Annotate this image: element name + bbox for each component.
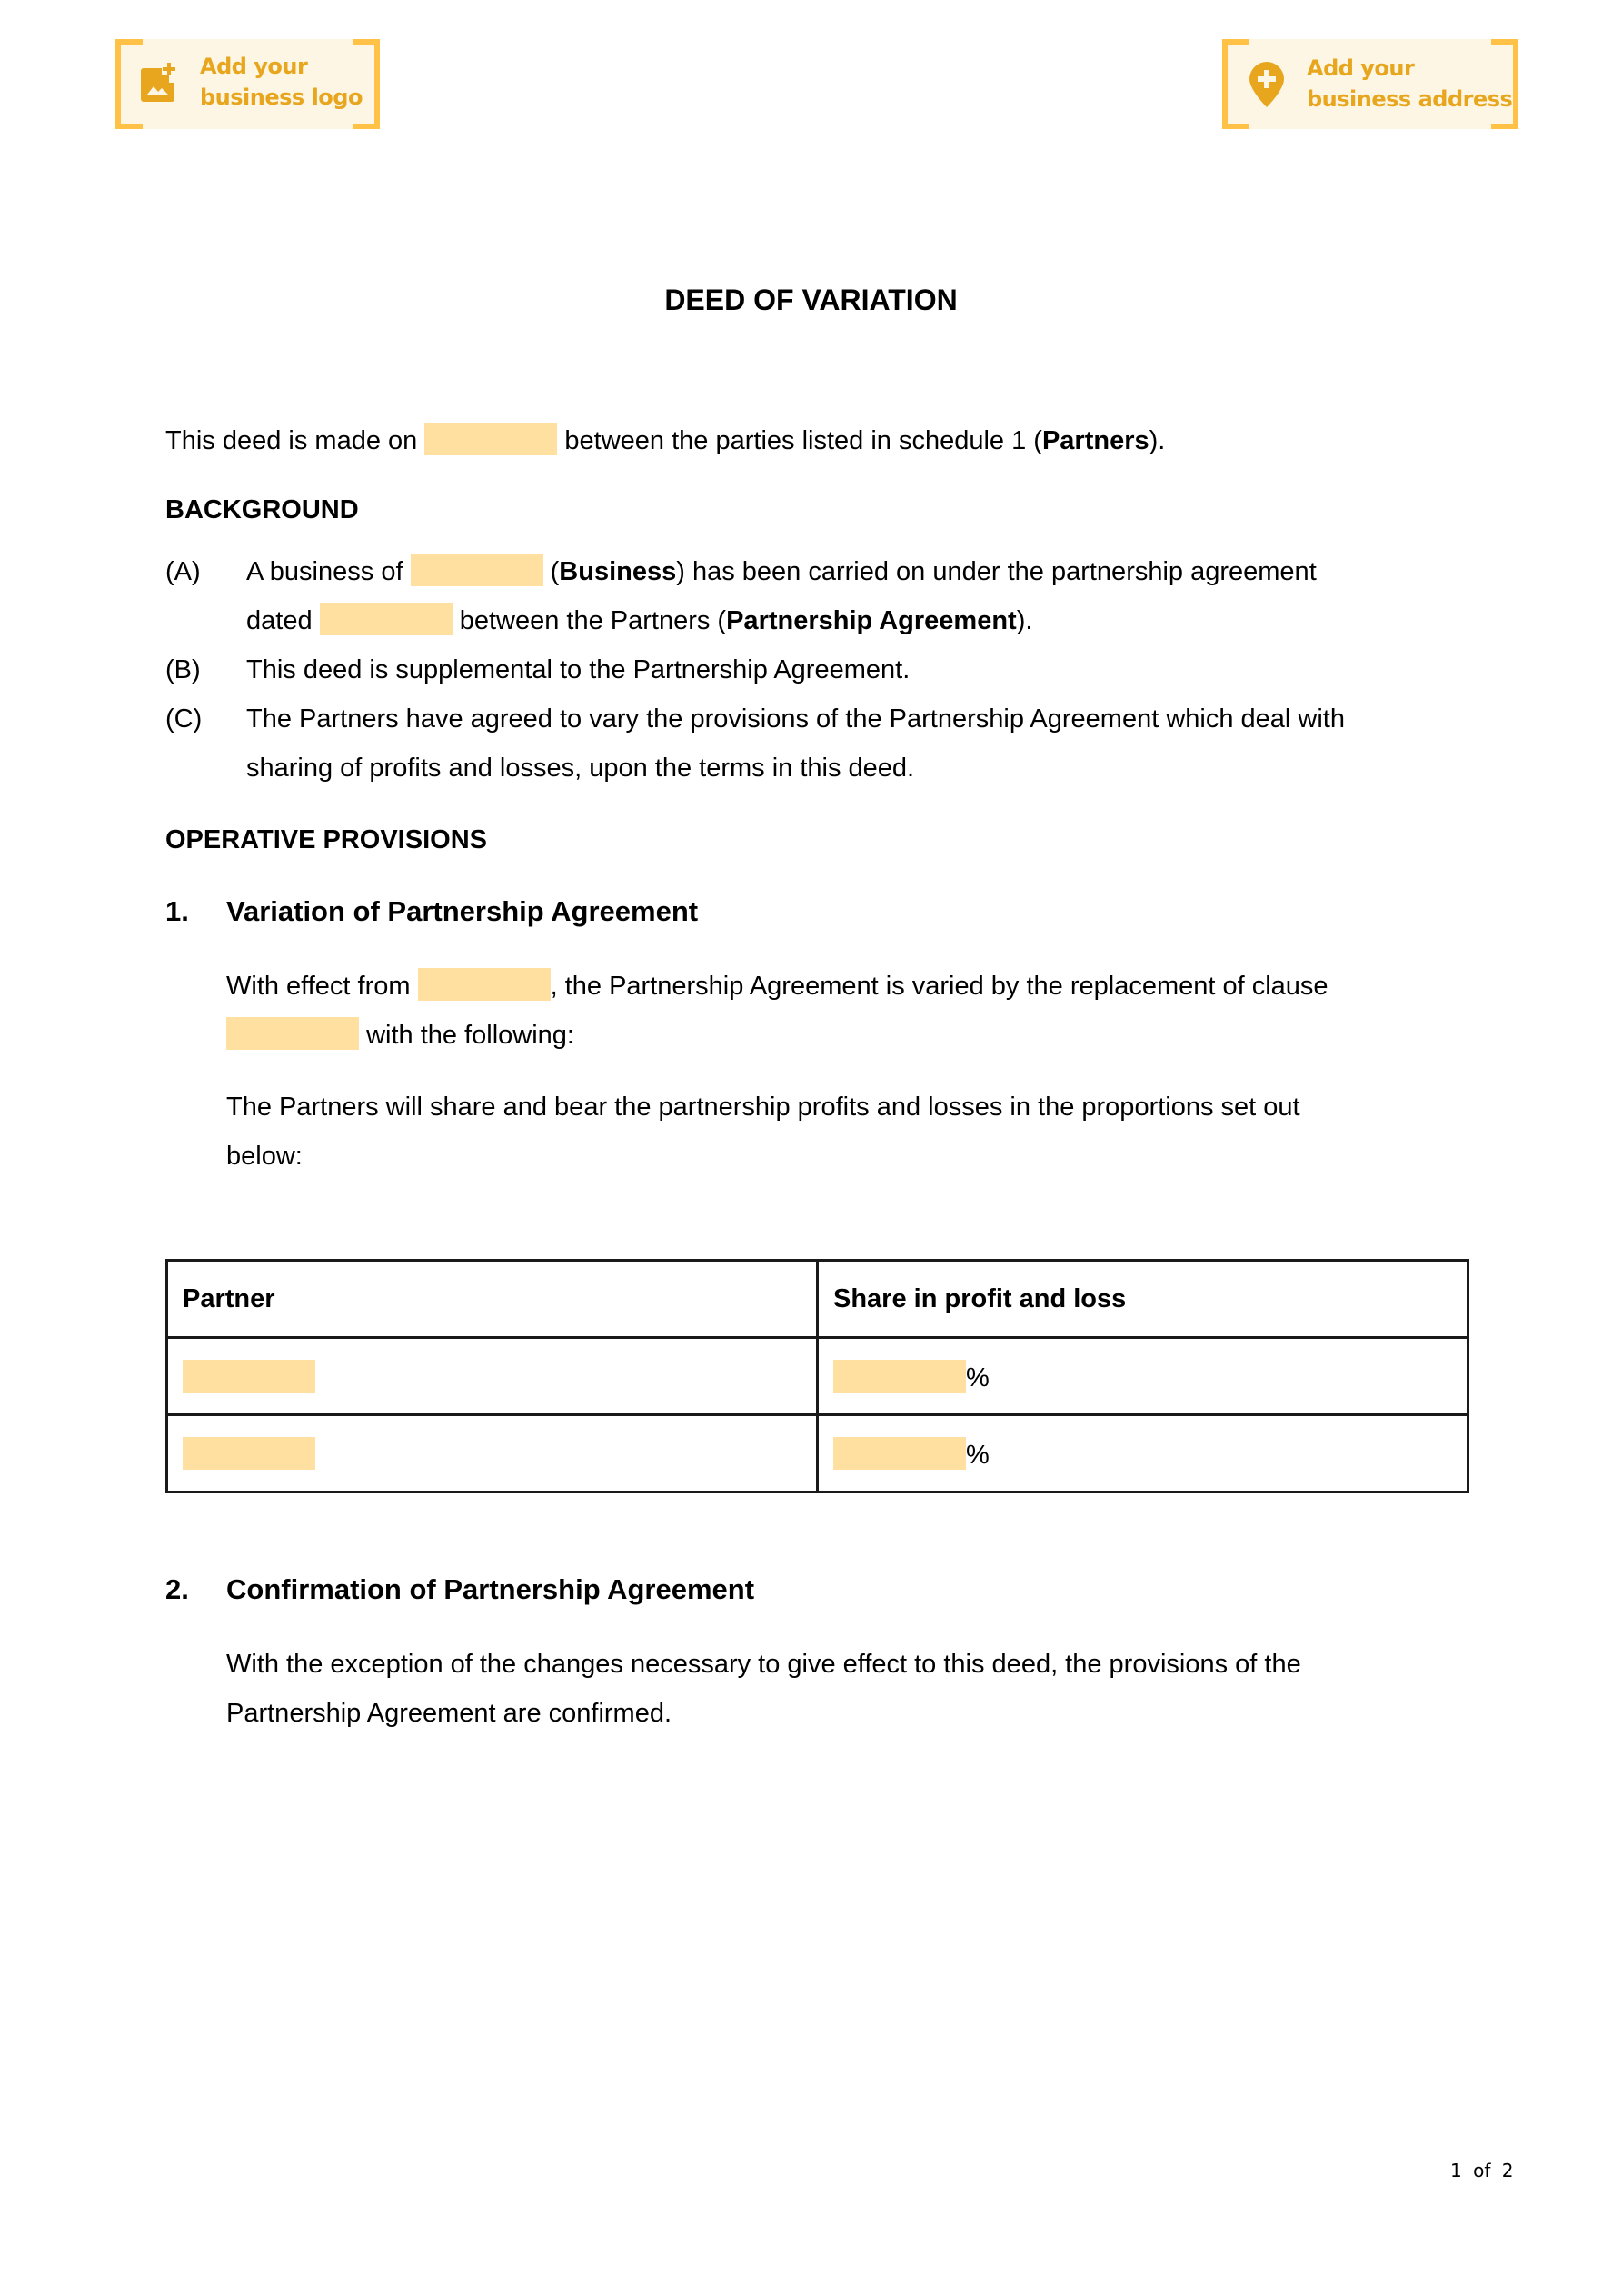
partner-cell [167,1338,818,1415]
add-location-pin-icon [1249,62,1284,107]
current-page: 1 [1450,2160,1462,2181]
recital-a-line1 [246,547,1317,596]
share-cell [818,1338,1468,1415]
header-partner: Partner [167,1261,818,1338]
logo-placeholder-line2: business logo [200,85,363,110]
partner-name-field[interactable] [183,1437,315,1470]
date-field[interactable] [424,423,557,455]
recital-a-paren: ( [550,557,560,586]
clause-1-line2-text: with the following: [366,1021,574,1050]
document-title: DEED OF VARIATION [664,284,958,316]
bracket-left [1222,39,1249,129]
agreement-date-field[interactable] [320,603,453,635]
recital-a-text-after: ) has been carried on under the partnership agreement [676,557,1317,586]
intro-text-before: This deed is made on [165,426,418,455]
total-pages: 2 [1501,2160,1514,2181]
clause-2-line1: With the exception of the changes necessary to give effect to this deed, the provisions of the [226,1650,1301,1679]
percent-sign: % [966,1440,990,1470]
recital-a-line2-end: ). [1016,606,1033,635]
background-heading: BACKGROUND [165,495,359,524]
business-field[interactable] [411,554,543,586]
intro-text-end: ). [1149,426,1166,455]
recital-a-text: A business of [246,557,403,586]
intro-paragraph [165,416,1165,465]
partner-name-field[interactable] [183,1360,315,1393]
clause-1-p2-line1: The Partners will share and bear the partnership profits and losses in the proportions set out [226,1093,1300,1122]
page-of: of [1473,2160,1491,2181]
recital-a-line2-text: between the Partners ( [459,606,727,635]
logo-placeholder-line1: Add your [200,54,308,79]
header-share: Share in profit and loss [818,1261,1468,1338]
add-logo-placeholder[interactable] [115,39,380,129]
add-image-icon [141,63,175,103]
recital-a-label: (A) [165,557,201,586]
recital-a-line2-bold-term: Partnership Agreement [726,606,1017,635]
recital-b-label: (B) [165,655,201,684]
clause-1-number: 1. [165,895,189,927]
clause-1-title: Variation of Partnership Agreement [226,895,699,927]
recital-a-bold-term: Business [559,557,677,586]
percent-sign: % [966,1363,990,1393]
address-placeholder-line1: Add your [1307,55,1415,81]
recital-c-line2: sharing of profits and losses, upon the terms in this deed. [246,754,915,783]
clause-1-text-after: , the Partnership Agreement is varied by the replacement of clause [550,972,1328,1001]
operative-heading: OPERATIVE PROVISIONS [165,825,487,854]
share-cell [818,1415,1468,1492]
recital-c-label: (C) [165,704,203,734]
page-indicator [1450,2160,1513,2181]
intro-text-after: between the parties listed in schedule 1 ( [564,426,1042,455]
share-field[interactable] [833,1360,966,1393]
intro-bold-term: Partners [1041,426,1149,455]
clause-1-p1-line1 [226,962,1328,1011]
address-placeholder-line2: business address [1307,86,1513,112]
clause-1-p2-line2: below: [226,1142,303,1171]
effective-date-field[interactable] [418,968,551,1001]
table-row [167,1415,1468,1492]
recital-a-line2 [246,596,1032,645]
recital-c-line1: The Partners have agreed to vary the provisions of the Partnership Agreement which deal with [246,704,1345,734]
recital-b-text: This deed is supplemental to the Partnership Agreement. [246,655,911,684]
table-row [167,1338,1468,1415]
clause-2-line2: Partnership Agreement are confirmed. [226,1699,672,1728]
profit-share-table [165,1259,1469,1493]
share-field[interactable] [833,1437,966,1470]
table-header-row [167,1261,1468,1338]
clause-2-title: Confirmation of Partnership Agreement [226,1573,755,1605]
clause-1-p1-line2 [226,1011,574,1060]
clause-2-number: 2. [165,1573,189,1605]
recital-a-dated: dated [246,606,313,635]
clause-number-field[interactable] [226,1017,359,1050]
clause-1-text: With effect from [226,972,411,1001]
bracket-left [115,39,143,129]
partner-cell [167,1415,818,1492]
add-address-placeholder[interactable] [1222,39,1518,129]
